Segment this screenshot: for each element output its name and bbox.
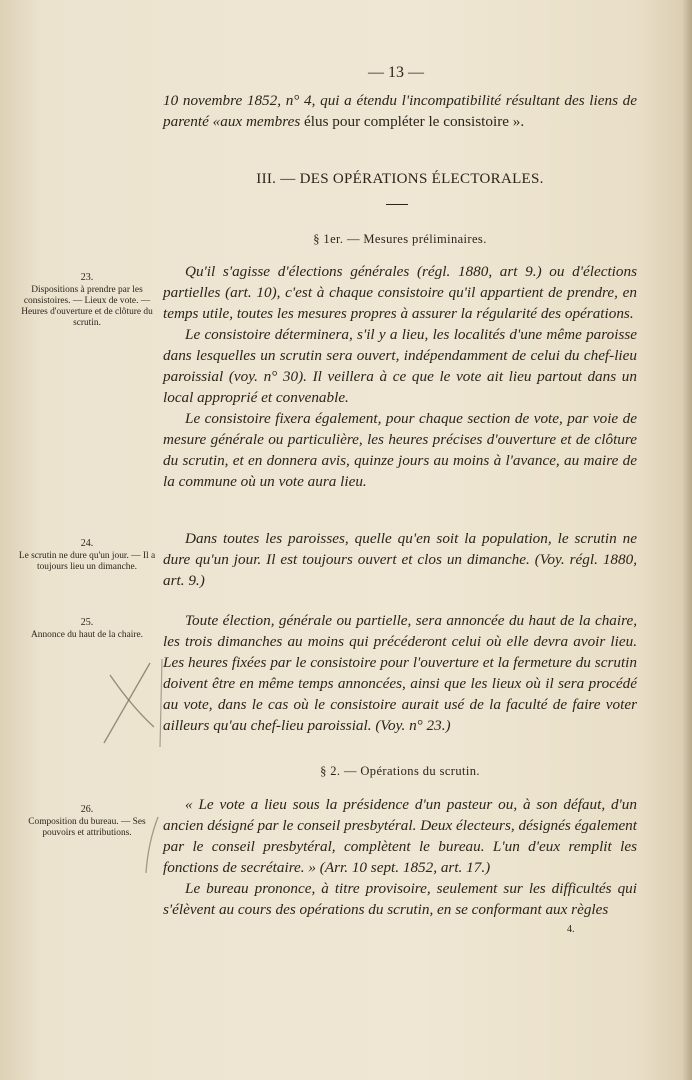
margin-note-25: [18, 617, 156, 641]
article-26: [163, 794, 637, 920]
pencil-bracket-mark: [142, 815, 162, 875]
article-paragraph: Le bureau prononce, à titre provisoire, seulement sur les difficultés qui s'élèvent au cours des opérations du scrutin, en se conformant aux règles: [163, 880, 637, 918]
article-paragraph: Le consistoire déterminera, s'il y a lieu, les localités d'une même paroisse dans lesquelles un scrutin sera ouvert, indépendamment de celui du chef-lieu paroissial (voy. n° 30). Il veillera à ce que le vote ait lieu partout dans un local approprié et convenable.: [163, 326, 637, 406]
intro-paragraph: [163, 90, 637, 132]
subsection-1-title: § 1er. — Mesures préliminaires.: [313, 232, 487, 246]
margin-note-text: Le scrutin ne dure qu'un jour. — Il a toujours lieu un dimanche.: [18, 551, 156, 572]
margin-note-text: Dispositions à prendre par les consistoires. — Lieux de vote. —Heures d'ouverture et de clôture du scrutin.: [21, 285, 153, 328]
page-edge-shadow: [682, 0, 692, 1080]
article-24: [163, 528, 637, 591]
margin-note-text: Annonce du haut de la chaire.: [31, 630, 143, 640]
article-paragraph: « Le vote a lieu sous la présidence d'un pasteur ou, à son défaut, d'un ancien désigné par le conseil presbytéral. Deux électeurs, désignés également par le conseil presbytéral, complètent le bureau. L'un d'eux remplit les fonctions de secrétaire. » (Arr. 10 sept. 1852, art. 17.): [163, 796, 637, 876]
article-number: 24.: [80, 538, 94, 549]
margin-note-24: [18, 538, 156, 573]
pencil-cross-mark: [96, 655, 168, 751]
intro-italic-b: aux membres: [220, 113, 301, 130]
article-23: [163, 261, 637, 492]
intro-roman: élus pour compléter le consistoire ».: [300, 113, 525, 130]
article-paragraph: Toute élection, générale ou partielle, sera annoncée du haut de la chaire, les trois dimanches au moins qui précéderont celui où elle devra avoir lieu. Les heures fixées par le consistoire pour l'ouverture et la fermeture du scrutin doivent être en même temps annoncées, ainsi que les lieux où il sera procédé au vote, dans le cas où le consistoire aurait usé de la faculté de faire voter ailleurs qu'au chef-lieu paroissial. (Voy. n° 23.): [163, 612, 637, 734]
article-number: 23.: [80, 272, 94, 283]
section-rule: [386, 204, 408, 205]
signature-mark: 4.: [567, 924, 575, 935]
article-paragraph: Dans toutes les paroisses, quelle qu'en soit la population, le scrutin ne dure qu'un jour. Il est toujours ouvert et clos un dimanche. (Voy. régl. 1880, art. 9.): [163, 530, 637, 589]
margin-note-26: [18, 804, 156, 839]
intro-italic: 10 novembre 1852, n° 4, qui a étendu l'incompatibilité résultant des liens de parenté «: [163, 92, 637, 130]
article-paragraph: Qu'il s'agisse d'élections générales (régl. 1880, art 9.) ou d'élections partielles (art. 10), c'est à chaque consistoire qu'il appartient de prendre, en temps utile, toutes les mesures propres à assurer la régularité des opérations.: [163, 263, 637, 322]
article-number: 26.: [80, 804, 94, 815]
subsection-2-title: § 2. — Opérations du scrutin.: [320, 764, 480, 778]
margin-note-text: Composition du bureau. — Ses pouvoirs et attributions.: [28, 817, 146, 838]
page-number: — 13 —: [368, 64, 424, 81]
margin-note-23: [18, 272, 156, 329]
article-paragraph: Le consistoire fixera également, pour chaque section de vote, par voie de mesure générale ou particulière, les heures précises d'ouverture et de clôture du scrutin, et en donnera avis, quinze jours au moins à l'avance, au maire de la commune où un vote aura lieu.: [163, 410, 637, 490]
article-25: [163, 610, 637, 736]
article-number: 25.: [80, 617, 94, 628]
section-title: III. — DES OPÉRATIONS ÉLECTORALES.: [256, 171, 544, 187]
